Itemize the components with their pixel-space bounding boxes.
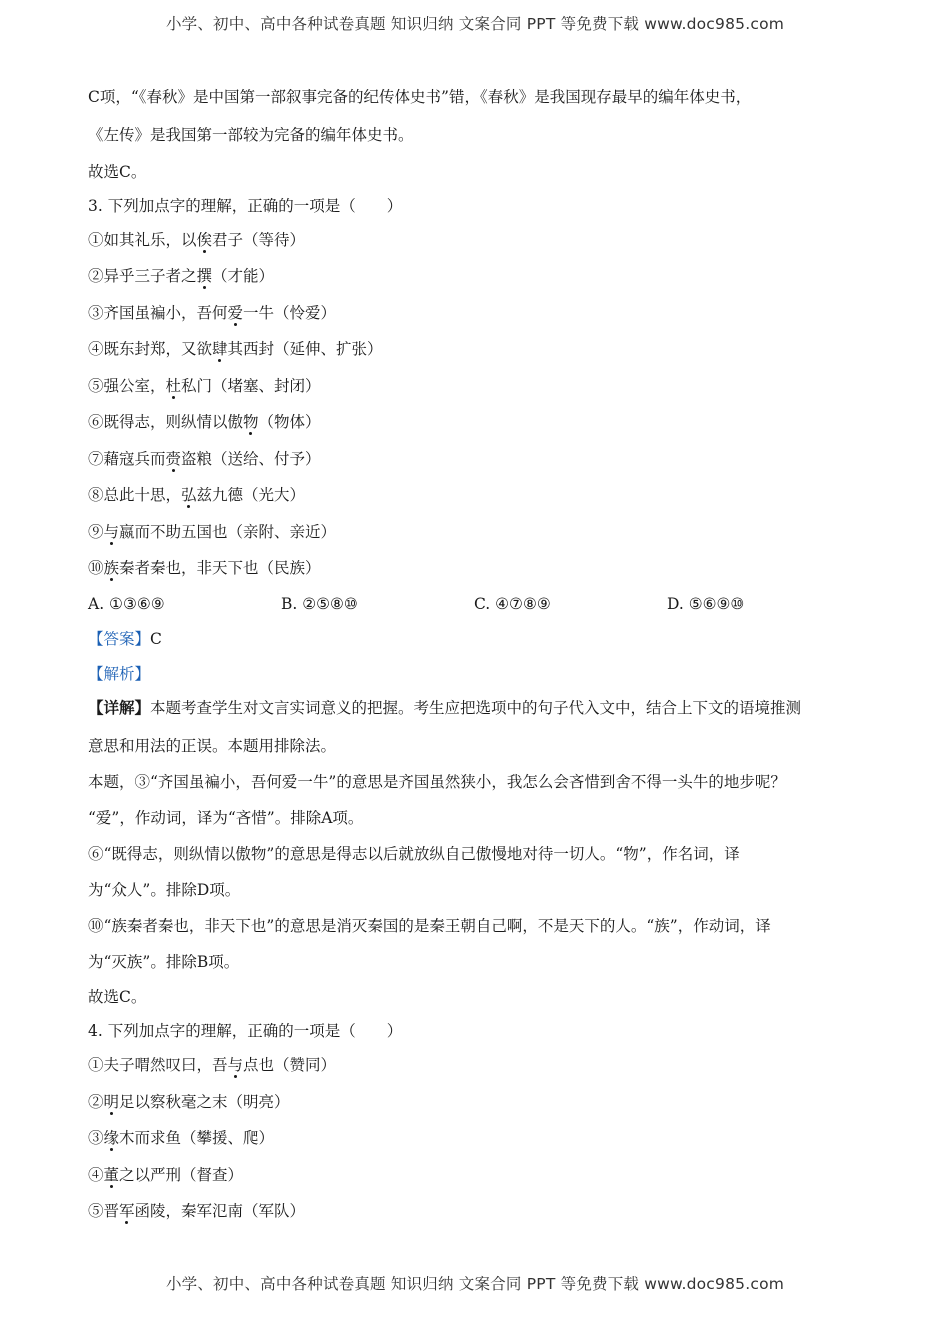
- q4-item: ⑤晋军函陵，秦军氾南（军队）: [88, 1202, 306, 1220]
- q2-c-line1: C项，“《春秋》是中国第一部叙事完备的纪传体史书”错，《春秋》是我国现存最早的编年体史书，: [88, 88, 752, 106]
- q3-detail-line1: 【详解】本题考查学生对文言实词意义的把握。考生应把选项中的句子代入文中，结合上下文的语境推测: [88, 698, 802, 717]
- answer-value: C: [150, 630, 162, 648]
- q2-c-line2: 《左传》是我国第一部较为完备的编年体史书。: [88, 126, 414, 144]
- q3-item: ⑦藉寇兵而赍盗粮（送给、付予）: [88, 450, 321, 468]
- dotted-char: 弘: [181, 486, 197, 504]
- detail-tag: 【详解】: [88, 698, 151, 717]
- q4-item: ③缘木而求鱼（攀援、爬）: [88, 1129, 275, 1147]
- q4-item: ②明足以察秋毫之末（明亮）: [88, 1093, 290, 1111]
- dotted-char: 明: [103, 1093, 120, 1111]
- q3-conclusion: 故选C。: [88, 988, 147, 1006]
- dotted-char: 撰: [196, 267, 213, 285]
- q3-item: ⑧总此十思，弘兹九德（光大）: [88, 486, 306, 504]
- dotted-char: 与: [103, 523, 120, 541]
- q3-item: ⑩族秦者秦也，非天下也（民族）: [88, 559, 321, 577]
- q3-p2-line2: 为“众人”。排除D项。: [88, 881, 241, 899]
- dotted-char: 物: [243, 413, 259, 431]
- dotted-char: 赍: [165, 450, 182, 468]
- q3-item: ⑨与嬴而不助五国也（亲附、亲近）: [88, 523, 337, 541]
- dotted-char: 杜: [165, 377, 182, 395]
- q2-conclusion: 故选C。: [88, 163, 147, 181]
- q3-answer: [88, 628, 162, 650]
- q3-p1-line1: 本题，③“齐国虽褊小，吾何爱一牛”的意思是齐国虽然狭小，我怎么会吝惜到舍不得一头牛的地步呢？: [88, 773, 786, 791]
- q3-stem: 3. 下列加点字的理解，正确的一项是（ ）: [88, 197, 403, 215]
- q3-option-a: A. ①③⑥⑨: [88, 595, 165, 613]
- q3-detail-line2: 意思和用法的正误。本题用排除法。: [88, 737, 337, 755]
- dotted-char: 俟: [196, 231, 213, 249]
- q3-option-c: C. ④⑦⑧⑨: [474, 595, 551, 613]
- answer-tag: 【答案】: [88, 630, 151, 648]
- q3-item: ②异乎三子者之撰（才能）: [88, 267, 275, 285]
- dotted-char: 董: [103, 1166, 120, 1184]
- page-footer: 小学、初中、高中各种试卷真题 知识归纳 文案合同 PPT 等免费下载 www.doc985.com: [165, 1275, 785, 1293]
- q3-item: ④既东封郑，又欲肆其西封（延伸、扩张）: [88, 340, 383, 358]
- dotted-char: 缘: [103, 1129, 120, 1147]
- q3-p3-line1: ⑩“族秦者秦也，非天下也”的意思是消灭秦国的是秦王朝自己啊，不是天下的人。“族”，作动词，译: [88, 917, 771, 935]
- page-header: 小学、初中、高中各种试卷真题 知识归纳 文案合同 PPT 等免费下载 www.doc985.com: [165, 15, 785, 33]
- q3-analysis-tag: 【解析】: [88, 665, 151, 683]
- q3-item: ⑥既得志，则纵情以傲物（物体）: [88, 413, 321, 431]
- dotted-char: 与: [227, 1056, 244, 1074]
- q3-p1-line2: “爱”，作动词，译为“吝惜”。排除A项。: [88, 809, 364, 827]
- q3-p2-line1: ⑥“既得志，则纵情以傲物”的意思是得志以后就放纵自己傲慢地对待一切人。“物”，作名词，译: [88, 845, 740, 863]
- q4-stem: 4. 下列加点字的理解，正确的一项是（ ）: [88, 1022, 403, 1040]
- q3-p3-line2: 为“灭族”。排除B项。: [88, 953, 240, 971]
- q3-item: ③齐国虽褊小，吾何爱一牛（怜爱）: [88, 304, 337, 322]
- q3-option-d: D. ⑤⑥⑨⑩: [667, 595, 745, 613]
- q3-item: ①如其礼乐，以俟君子（等待）: [88, 231, 306, 249]
- q3-item: ⑤强公室，杜私门（堵塞、封闭）: [88, 377, 321, 395]
- dotted-char: 肆: [212, 340, 228, 358]
- dotted-char: 族: [103, 559, 120, 577]
- q4-item: ①夫子喟然叹曰，吾与点也（赞同）: [88, 1056, 337, 1074]
- q4-item: ④董之以严刑（督查）: [88, 1166, 244, 1184]
- dotted-char: 军: [119, 1202, 135, 1220]
- dotted-char: 爱: [227, 304, 244, 322]
- q3-option-b: B. ②⑤⑧⑩: [281, 595, 358, 613]
